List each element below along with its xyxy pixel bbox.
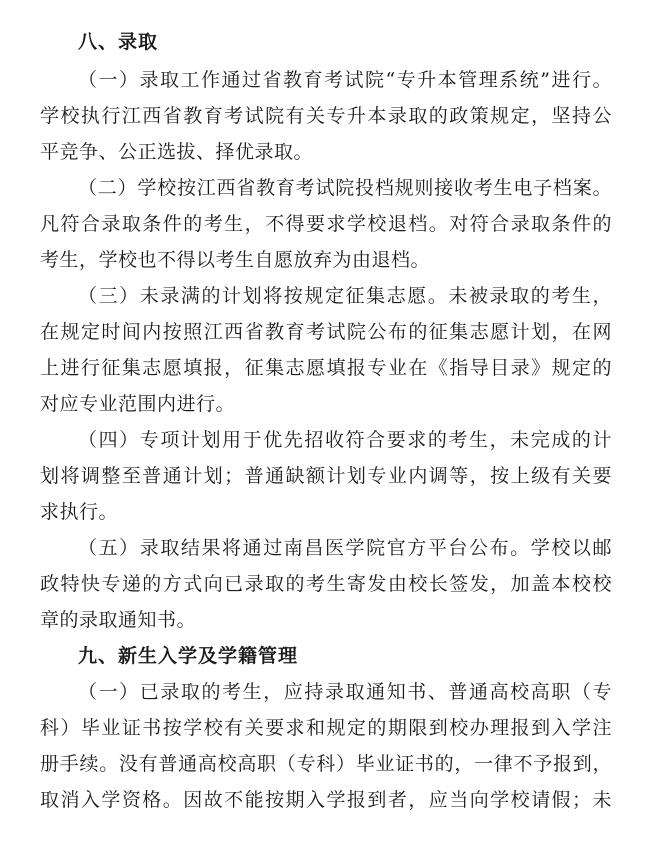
paragraph-line: 在规定时间内按照江西省教育考试院公布的征集志愿计划，在网 — [40, 321, 612, 343]
paragraph-line: 册手续。没有普通高校高职（专科）毕业证书的，一律不予报到， — [40, 753, 612, 775]
paragraph-line: （一）录取工作通过省教育考试院“专升本管理系统”进行。 — [78, 69, 612, 91]
paragraph-line: 考生，学校也不得以考生自愿放弃为由退档。 — [40, 249, 431, 271]
paragraph-line: 取消入学资格。因故不能按期入学报到者，应当向学校请假；未 — [40, 789, 612, 811]
section-heading-admission: 八、录取 — [78, 31, 159, 53]
paragraph-line: （三）未录满的计划将按规定征集志愿。未被录取的考生， — [78, 285, 612, 307]
paragraph-line: 上进行征集志愿填报，征集志愿填报专业在《指导目录》规定的 — [40, 357, 612, 379]
paragraph-line: （五）录取结果将通过南昌医学院官方平台公布。学校以邮 — [78, 537, 612, 559]
paragraph-line: 对应专业范围内进行。 — [40, 393, 236, 415]
paragraph-line: 政特快专递的方式向已录取的考生寄发由校长签发，加盖本校校 — [40, 573, 612, 595]
paragraph-line: 平竞争、公正选拔、择优录取。 — [40, 141, 314, 163]
paragraph-line: 学校执行江西省教育考试院有关专升本录取的政策规定，坚持公 — [40, 105, 612, 127]
paragraph-line: （四）专项计划用于优先招收符合要求的考生，未完成的计 — [78, 429, 612, 451]
paragraph-line: 求执行。 — [40, 501, 119, 523]
paragraph-line: 凡符合录取条件的考生，不得要求学校退档。对符合录取条件的 — [40, 213, 612, 235]
paragraph-line: （一）已录取的考生，应持录取通知书、普通高校高职（专 — [78, 681, 612, 703]
paragraph-line: （二）学校按江西省教育考试院投档规则接收考生电子档案。 — [78, 177, 612, 199]
paragraph-line: 科）毕业证书按学校有关要求和规定的期限到校办理报到入学注 — [40, 717, 612, 739]
section-heading-enrollment: 九、新生入学及学籍管理 — [78, 645, 299, 667]
paragraph-line: 章的录取通知书。 — [40, 609, 197, 631]
paragraph-line: 划将调整至普通计划；普通缺额计划专业内调等，按上级有关要 — [40, 465, 612, 487]
